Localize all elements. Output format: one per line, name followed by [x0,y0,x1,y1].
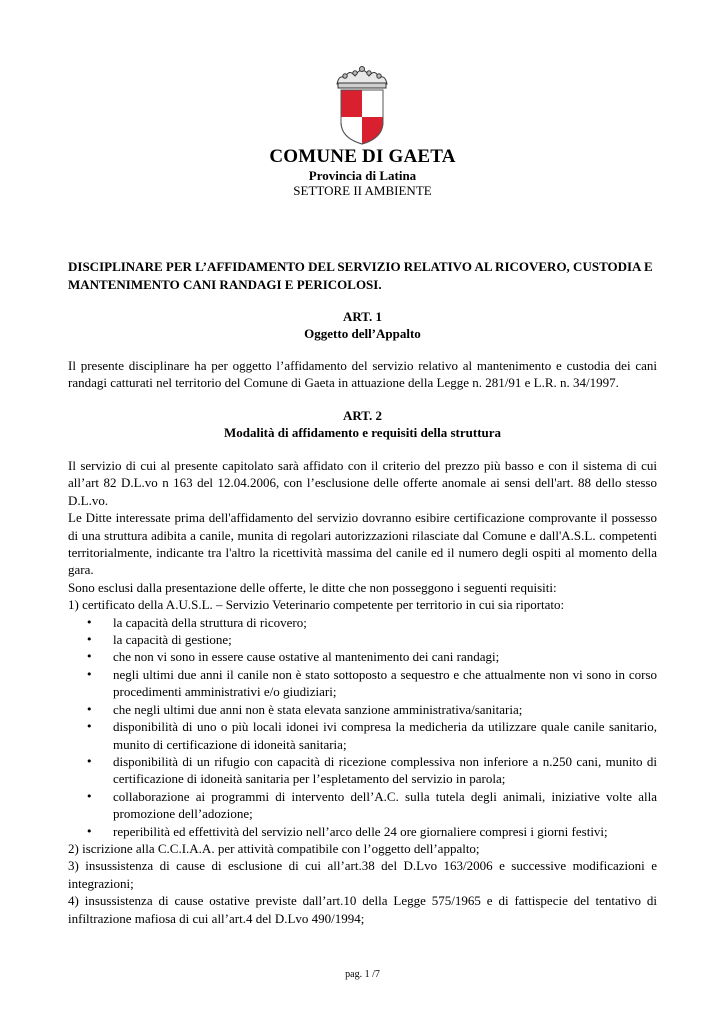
list-item: • collaborazione ai programmi di intervento dell’A.C. sulla tutela degli animali, iniziative volte alla promozione dell’adozione; [113,788,657,823]
list-item: • che negli ultimi due anni non è stata elevata sanzione amministrativa/sanitaria; [113,701,657,718]
list-item: • reperibilità ed effettività del servizio nell’arco delle 24 ore giornaliere compresi i giorni festivi; [113,823,657,840]
article-2-body [68,457,657,927]
province-label: Provincia di Latina [308,168,417,183]
requirements-list [68,614,657,840]
list-item: • la capacità della struttura di ricovero; [113,614,657,631]
sector-label: SETTORE II AMBIENTE [293,183,432,198]
list-item: • negli ultimi due anni il canile non è stato sottoposto a sequestro e che attualmente non vi sono in corso procedimenti amministrativi e/o giudiziari; [113,666,657,701]
paragraph: 4) insussistenza di cause ostative previste dall’art.10 della Legge 575/1965 e di fattispecie del tentativo di infiltrazione mafiosa di cui all’art.4 del D.Lvo 490/1994; [68,893,657,926]
article-1-number: ART. 1 [342,309,383,324]
article-2-number: ART. 2 [342,408,383,423]
article-2-header [0,407,725,441]
list-item: • disponibilità di un rifugio con capacità di ricezione complessiva non inferiore a n.250 cani, munito di certificazione di idoneità sanitaria per l’espletamento del servizio in parola; [113,753,657,788]
paragraph: 1) certificato della A.U.S.L. – Servizio Veterinario competente per territorio in cui sia riportato: [68,597,565,613]
article-1-header [0,308,725,342]
paragraph: Il servizio di cui al presente capitolato sarà affidato con il criterio del prezzo più basso e con il sistema di cui all’art 82 D.L.vo n 163 del 12.04.2006, con l’esclusione delle offerte anomale ai sensi dell'art. 88 dello stesso D.L.vo. [68,458,657,508]
article-1-text: Il presente disciplinare ha per oggetto l’affidamento del servizio relativo al mantenimento e custodia dei cani randagi catturati nel territorio del Comune di Gaeta in attuazione della Legge n. 281/91 e L.R. n. 34/1997. [68,358,657,391]
list-item: • disponibilità di uno o più locali idonei ivi compresa la medicheria da utilizzare quale canile sanitario, munito di certificazione di idoneità sanitaria; [113,718,657,753]
municipal-crest-logo [333,64,391,146]
page-number: pag. 1 /7 [345,969,380,980]
paragraph: Le Ditte interessate prima dell'affidamento del servizio dovranno esibire certificazione comprovante il possesso di una struttura adibita a canile, munita di regolari autorizzazioni rilasciate dal Comune e dall'A.S.L. competenti territorialmente, indicante tra l'altro la ricettività massima del canile ed il numero degli ospiti al momento della gara. [68,510,657,578]
article-2-title: Modalità di affidamento e requisiti della struttura [223,425,502,440]
list-item: • la capacità di gestione; [113,631,657,648]
paragraph: 2) iscrizione alla C.C.I.A.A. per attività compatibile con l’oggetto dell’appalto; [68,840,480,856]
paragraph: 3) insussistenza di cause di esclusione di cui all’art.38 del D.Lvo 163/2006 e successive modificazioni e integrazioni; [68,858,657,891]
municipality-title: COMUNE DI GAETA [269,146,456,167]
document-heading: DISCIPLINARE PER L’AFFIDAMENTO DEL SERVIZIO RELATIVO AL RICOVERO, CUSTODIA E MANTENIMENTO CANI RANDAGI E PERICOLOSI. [68,259,653,292]
article-1-title: Oggetto dell’Appalto [304,326,421,341]
paragraph: Sono esclusi dalla presentazione delle offerte, le ditte che non posseggono i seguenti requisiti: [68,579,557,595]
list-item: • che non vi sono in essere cause ostative al mantenimento dei cani randagi; [113,648,657,665]
